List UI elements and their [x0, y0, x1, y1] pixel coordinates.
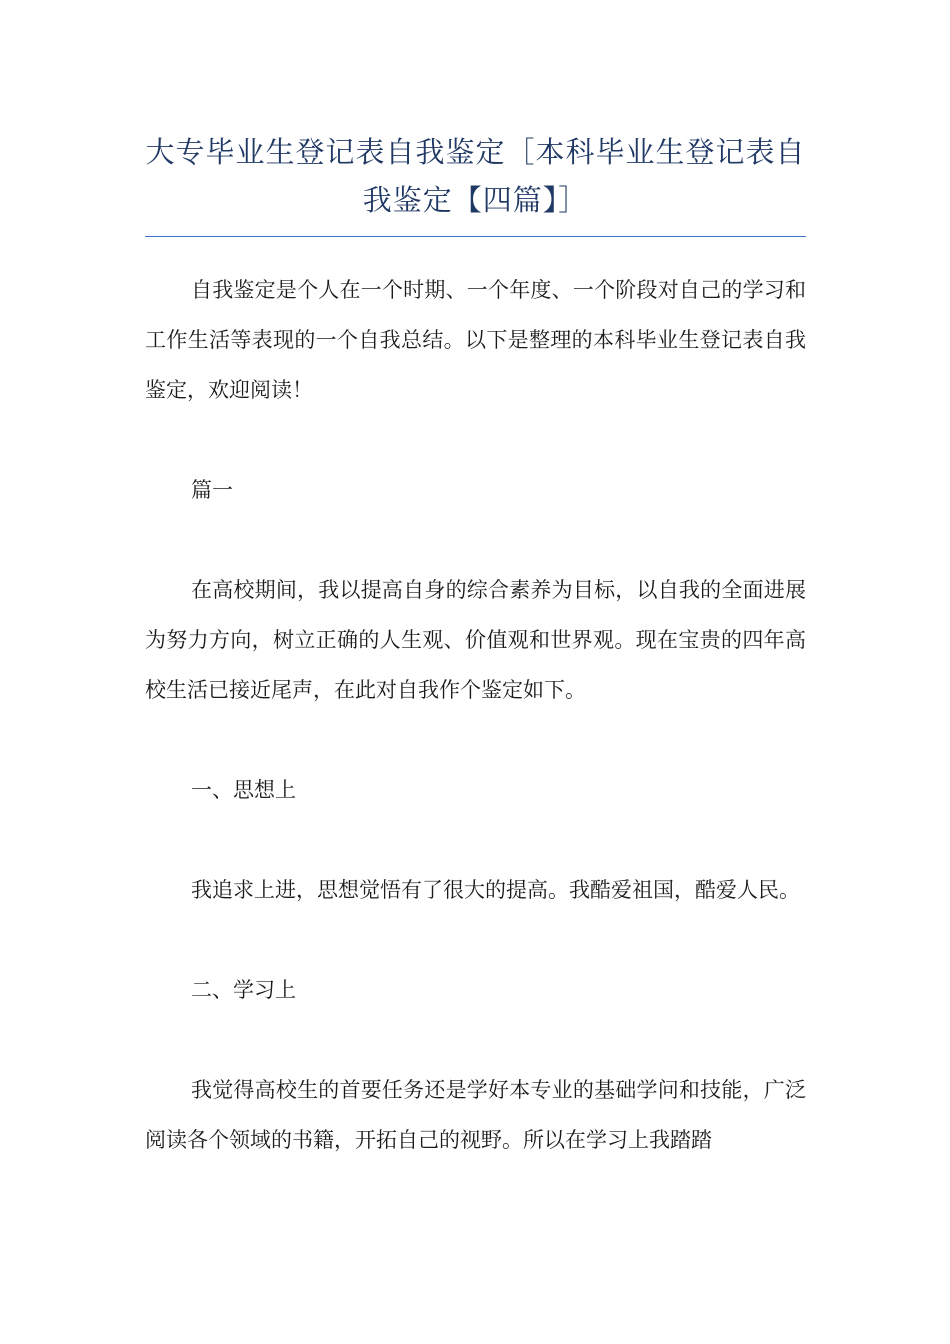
document-page	[145, 128, 806, 1165]
section-1-paragraph: 在高校期间，我以提高自身的综合素养为目标，以自我的全面进展为努力方向，树立正确的人生观、价值观和世界观。现在宝贵的四年高校生活已接近尾声，在此对自我作个鉴定如下。	[145, 578, 806, 702]
document-body	[145, 265, 806, 1165]
section-heading-1: 篇一	[191, 478, 233, 502]
subheading-thought: 一、思想上	[191, 778, 296, 802]
title-underline	[145, 236, 806, 237]
intro-paragraph: 自我鉴定是个人在一个时期、一个年度、一个阶段对自己的学习和工作生活等表现的一个自我总结。以下是整理的本科毕业生登记表自我鉴定，欢迎阅读！	[145, 278, 806, 402]
subheading-study: 二、学习上	[191, 978, 296, 1002]
document-title: 大专毕业生登记表自我鉴定［本科毕业生登记表自我鉴定【四篇】］	[145, 135, 806, 217]
study-paragraph: 我觉得高校生的首要任务还是学好本专业的基础学问和技能，广泛阅读各个领域的书籍，开拓自己的视野。所以在学习上我踏踏	[145, 1078, 806, 1152]
thought-paragraph: 我追求上进，思想觉悟有了很大的提高。我酷爱祖国，酷爱人民。	[191, 878, 800, 902]
